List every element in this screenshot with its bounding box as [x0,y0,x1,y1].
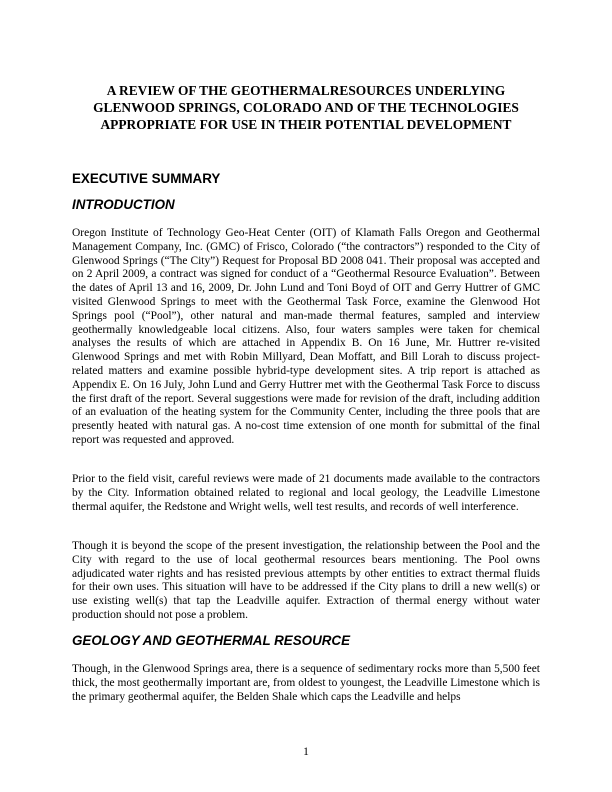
title-line-1: A REVIEW OF THE GEOTHERMALRESOURCES UNDERLYING [106,83,506,98]
title-line-3: APPROPRIATE FOR USE IN THEIR POTENTIAL DEVELOPMENT [100,117,512,132]
geology-paragraph-1: Though, in the Glenwood Springs area, there is a sequence of sedimentary rocks more than 5,500 feet thick, the most geothermally important are, from oldest to youngest, the Leadville Limestone which is the primary geothermal aquifer, the Belden Shale which caps the Leadville and helps [72,663,540,703]
intro-paragraph-2: Prior to the field visit, careful reviews were made of 21 documents made available to the contractors by the City. Information obtained related to regional and local geology, the Leadville Limestone thermal aquifer, the Redstone and Wright wells, well test results, and records of well interference. [72,473,540,513]
title-line-2: GLENWOOD SPRINGS, COLORADO AND OF THE TECHNOLOGIES [93,100,519,115]
intro-paragraph-1: Oregon Institute of Technology Geo-Heat Center (OIT) of Klamath Falls Oregon and Geothermal Management Company, Inc. (GMC) of Frisco, Colorado (“the contractors”) responded to the City of Glenwood Springs (“The City”) Request for Proposal BD 2008 041. Their proposal was accepted and on 2 April 2009, a contract was signed for conduct of a “Geothermal Resource Evaluation”. Between the dates of April 13 and 16, 2009, Dr. John Lund and Toni Boyd of OIT and Gerry Huttrer of GMC visited Glenwood Springs to meet with the Geothermal Task Force, examine the Glenwood Hot Springs pool (“Pool”), other natural and man-made thermal features, sampled and interview geothermally knowledgeable local citizens. Also, four waters samples were taken for chemical analyses the results of which are attached in Appendix B. On 16 June, Mr. Huttrer re-visited Glenwood Springs and met with Robin Millyard, Dean Moffatt, and Bill Lorah to discuss project-related matters and examine possible hybrid-type development sites. A trip report is attached as Appendix E. On 16 July, John Lund and Gerry Huttrer met with the Geothermal Task Force to discuss the first draft of the report. Several suggestions were made for revision of the draft, including addition of an evaluation of the heating system for the Community Center, including the three pools that are presently heated with natural gas. A no-cost time extension of one month for submittal of the final report was requested and approved. [72,227,540,446]
intro-paragraph-3: Though it is beyond the scope of the present investigation, the relationship between the Pool and the City with regard to the use of local geothermal resources bears mentioning. The Pool owns adjudicated water rights and has resisted previous attempts by other entities to extract thermal fluids for their own uses. This situation will have to be addressed if the City plans to drill a new well(s) or use existing well(s) that tap the Leadville aquifer. Extraction of thermal energy without water production should not pose a problem. [72,540,540,621]
page-number: 1 [303,746,309,758]
section-heading-executive-summary: EXECUTIVE SUMMARY [72,171,221,186]
subsection-heading-geology: GEOLOGY AND GEOTHERMAL RESOURCE [72,633,351,648]
subsection-heading-introduction: INTRODUCTION [72,197,175,212]
document-title [72,82,540,133]
